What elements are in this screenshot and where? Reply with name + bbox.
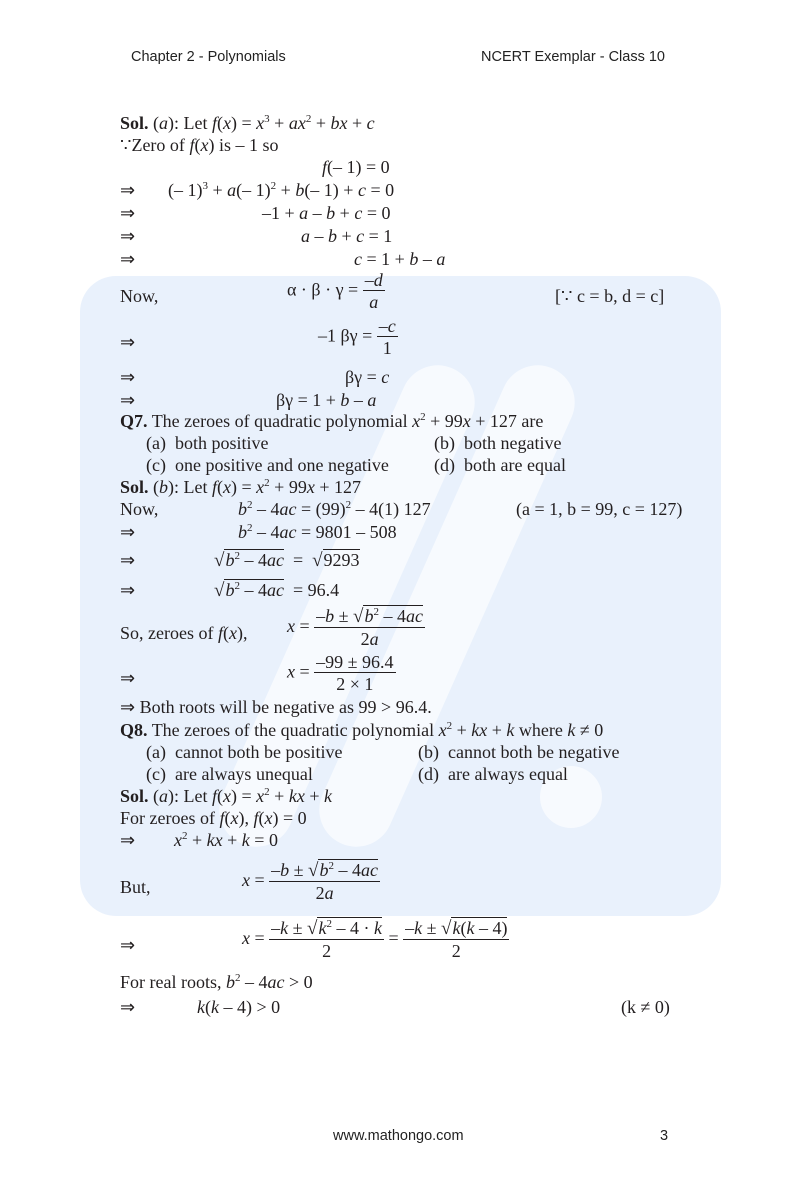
q8-option-d: (d) are always equal bbox=[418, 764, 568, 784]
implies-icon: ⇒ bbox=[120, 203, 136, 223]
q8-option-a: (a) cannot both be positive bbox=[146, 742, 343, 762]
implies-icon: ⇒ bbox=[120, 367, 136, 387]
implies-icon: ⇒ bbox=[120, 550, 136, 570]
q7-line-sqrt-value: $√b^2 - 4ac = 96.4$ bbox=[214, 580, 340, 601]
q7-coefficients-note: (a = 1, b = 99, c = 127) bbox=[516, 499, 683, 519]
implies-icon: ⇒ bbox=[120, 180, 136, 200]
q7-line-roots: x = $\frac{-99 \pm 96.4}{2 \times 1}$ bbox=[287, 652, 394, 694]
q6-line-f-minus1: f(– 1) = 0 bbox=[322, 157, 390, 177]
q8-solution-heading: Sol. (a): Let $f(x) = x^2$ + kx + k bbox=[120, 786, 332, 806]
q8-line-quadratic-formula: x = $\frac{-b \pm √b^2 - 4ac}{2a}$ bbox=[242, 860, 378, 903]
q6-line-beta-gamma-c: βγ = c bbox=[345, 367, 390, 387]
implies-icon: ⇒ bbox=[120, 522, 136, 542]
q7-option-d: (d) both are equal bbox=[434, 455, 566, 475]
page-header-left: Chapter 2 - Polynomials bbox=[131, 49, 286, 65]
q8-line-roots: x = $\frac{-k \pm √k^2 - 4 \cdot k}{2}$ = $\frac{-k \pm √k(k - 4)}{2}$ bbox=[242, 918, 508, 961]
q8-option-c: (c) are always unequal bbox=[146, 764, 313, 784]
q7-line-quadratic-formula: x = $\frac{-b \pm √b^2 - 4ac}{2a}$ bbox=[287, 606, 423, 649]
q6-line-beta-gamma-frac: –1 βγ = $\frac{-c}{1}$ bbox=[318, 316, 396, 358]
q7-line-discriminant: $b^2 - 4ac = (99)^2 - 4(1)$ 127 bbox=[238, 499, 431, 519]
q7-line-sqrt: $√b^2 - 4ac = √9293$ bbox=[214, 550, 360, 571]
footer-page-number: 3 bbox=[660, 1128, 669, 1144]
page-header-right: NCERT Exemplar - Class 10 bbox=[481, 49, 665, 65]
implies-icon: ⇒ bbox=[120, 332, 136, 352]
q8-line-inequality: k(k – 4) > 0 bbox=[197, 997, 281, 1017]
q7-question: Q7. The zeroes of quadratic polynomial $x^2 + 99x + 127$ are bbox=[120, 411, 544, 431]
implies-icon: ⇒ bbox=[120, 830, 136, 850]
q6-line-zero: ∵Zero of f(x) is – 1 so bbox=[120, 135, 279, 155]
implies-icon: ⇒ bbox=[120, 580, 136, 600]
q6-line-beta-gamma-final: βγ = 1 + b – a bbox=[276, 390, 377, 410]
implies-icon: ⇒ bbox=[120, 935, 136, 955]
q7-line-discriminant-value: $b^2 - 4ac = 9801 - 508$ bbox=[238, 522, 397, 542]
implies-icon: ⇒ bbox=[120, 226, 136, 246]
q6-line-abc: a – b + c = 1 bbox=[301, 226, 393, 246]
q7-now-label: Now, bbox=[120, 499, 159, 519]
q7-option-c: (c) one positive and one negative bbox=[146, 455, 389, 475]
q8-but-label: But, bbox=[120, 877, 151, 897]
q8-line-zeroes: For zeroes of f(x), f(x) = 0 bbox=[120, 808, 307, 828]
q8-question: Q8. The zeroes of the quadratic polynomial $x^2$ + kx + k where k ≠ 0 bbox=[120, 720, 604, 740]
q6-line-simplify: –1 + a – b + c = 0 bbox=[262, 203, 391, 223]
q6-line-substitute: (– 1)$^3$ + a(– 1)$^2$ + b(– 1) + c = 0 bbox=[168, 180, 395, 200]
q8-option-b: (b) cannot both be negative bbox=[418, 742, 620, 762]
implies-icon: ⇒ bbox=[120, 249, 136, 269]
q7-option-b: (b) both negative bbox=[434, 433, 562, 453]
q6-now-label: Now, bbox=[120, 286, 159, 306]
q6-line-c: c = 1 + b – a bbox=[354, 249, 446, 269]
implies-icon: ⇒ bbox=[120, 997, 136, 1017]
q7-conclusion: ⇒ Both roots will be negative as 99 > 96.4. bbox=[120, 697, 432, 717]
implies-icon: ⇒ bbox=[120, 668, 136, 688]
q7-option-a: (a) both positive bbox=[146, 433, 269, 453]
implies-icon: ⇒ bbox=[120, 390, 136, 410]
q6-solution-heading: Sol. (a): Let $f(x) = x^3 + ax^2$ + bx + c bbox=[120, 113, 375, 133]
q8-k-note: (k ≠ 0) bbox=[621, 997, 670, 1017]
q7-solution-heading: Sol. (b): Let $f(x) = x^2 + 99x + 127$ bbox=[120, 477, 361, 497]
q7-so-label: So, zeroes of f(x), bbox=[120, 623, 248, 643]
q6-because-note: [∵ c = b, d = c] bbox=[555, 286, 665, 306]
q8-line-real-roots: For real roots, $b^2 - 4ac > 0$ bbox=[120, 972, 313, 992]
footer-website[interactable]: www.mathongo.com bbox=[333, 1128, 464, 1144]
q6-line-product: α · β · γ = $\frac{-d}{a}$ bbox=[287, 270, 383, 312]
q8-line-equation: $x^2$ + kx + k = 0 bbox=[174, 830, 278, 850]
